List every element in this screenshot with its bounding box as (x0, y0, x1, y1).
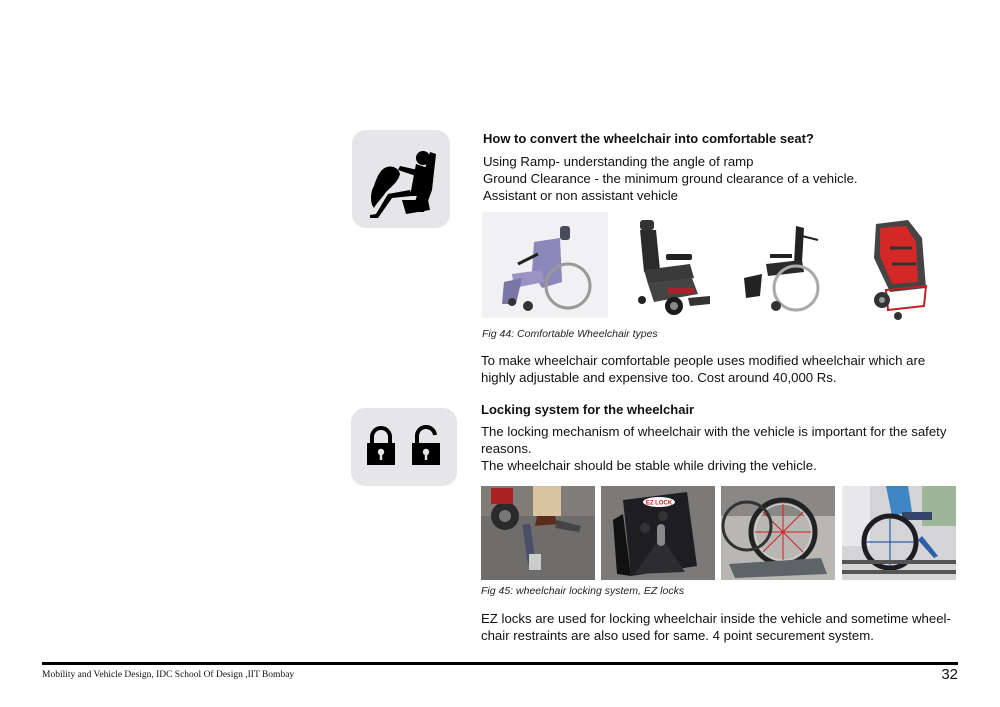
section2-heading: Locking system for the wheelchair (481, 402, 695, 417)
body-line-2: chair restraints are also used for same. 4 point securement system. (481, 628, 874, 643)
section1-body (481, 352, 925, 386)
wheelchair-photo-tilt (736, 216, 836, 316)
body-line-2: highly adjustable and expensive too. Cost around 40,000 Rs. (481, 370, 837, 385)
section1-heading: How to convert the wheelchair into comfortable seat? (483, 131, 814, 146)
line-assistant: Assistant or non assistant vehicle (483, 188, 678, 203)
locking-photo-wheel-dock (721, 486, 835, 580)
locking-photo-vehicle-floor (842, 486, 956, 580)
line-ground-clearance: Ground Clearance - the minimum ground clearance of a vehicle. (483, 171, 858, 186)
line-stable: The wheelchair should be stable while driving the vehicle. (481, 458, 817, 473)
wheelchair-photo-powered (630, 214, 718, 320)
ez-lock-label: EZ LOCK (645, 500, 673, 507)
lock-open-icon (411, 425, 441, 467)
line-locking-mechanism: The locking mechanism of wheelchair with the vehicle is important for the safety (481, 424, 947, 439)
line-reasons: reasons. (481, 441, 532, 456)
section2-lines (481, 423, 946, 474)
lock-closed-icon (366, 425, 396, 467)
page-number: 32 (941, 666, 958, 683)
locking-photo-strap (481, 486, 595, 580)
body-line-1: EZ locks are used for locking wheelchair inside the vehicle and sometime wheel- (481, 611, 951, 626)
section2-body (481, 610, 951, 644)
driver-seat-icon (352, 130, 450, 228)
wheelchair-photo-reclining (482, 212, 608, 318)
locking-photo-ez-lock (601, 486, 715, 580)
seat-icon-panel (352, 130, 450, 228)
fig44-caption: Fig 44: Comfortable Wheelchair types (482, 328, 658, 340)
footer-rule (42, 662, 958, 665)
line-ramp: Using Ramp- understanding the angle of ramp (483, 154, 754, 169)
lock-icon-panel (351, 408, 457, 486)
wheelchair-photo-pediatric (864, 218, 936, 322)
fig45-caption: Fig 45: wheelchair locking system, EZ locks (481, 585, 685, 597)
section1-lines (483, 153, 858, 204)
body-line-1: To make wheelchair comfortable people uses modified wheelchair which are (481, 353, 926, 368)
footer-text: Mobility and Vehicle Design, IDC School Of Design ,IIT Bombay (42, 670, 295, 680)
